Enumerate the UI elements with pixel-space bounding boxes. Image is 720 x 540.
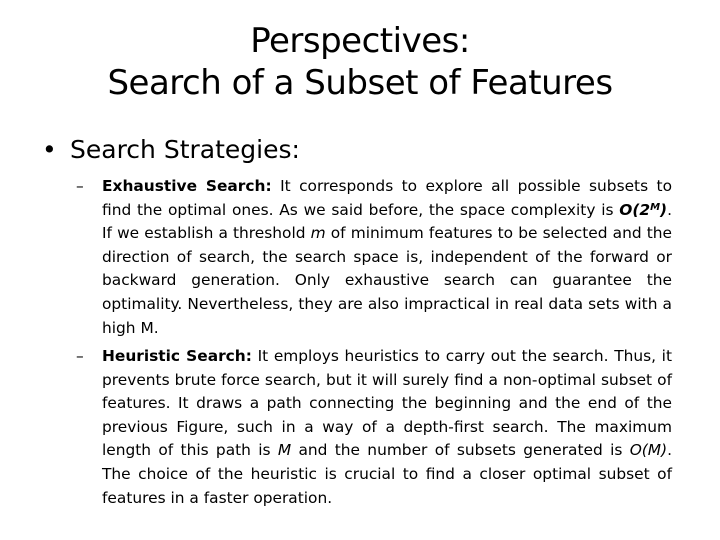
item-text: . The choice of the heuristic is crucial to find a closer optimal subset of features in a faster operation. [102,441,672,507]
title-line-1: Perspectives: [250,21,470,61]
item-text: It corresponds to explore all possible subsets to find the optimal ones. As we said before, the space complexity is [102,177,672,219]
item-text: . If we establish a threshold [102,200,672,243]
bullet-icon: • [42,135,57,164]
complexity-formula: $O(2^M)$ [619,200,668,219]
item-text: of minimum features to be selected and the direction of search, the search space is, independent of the forward or backward generation. Only exhaustive search can guarantee the optimality. Nevertheless, they are also impractical in real data sets with a high M. [102,224,673,337]
item-text: and the number of subsets generated is [291,441,630,460]
dash-icon: – [76,177,84,195]
sub-item-exhaustive-search [76,175,673,340]
dash-icon: – [76,347,84,365]
title-line-2: Search of a Subset of Features [107,63,613,103]
complexity-formula: O(M) [629,441,668,460]
variable-M: M [277,441,292,460]
item-text: It employs heuristics to carry out the search. Thus, it prevents brute force search, but it will surely find a non-optimal subset of features. It draws a path connecting the beginning and the end of the previous Figure, such in a way of a depth-first search. The maximum length of this path is [102,347,672,460]
slide-title [0,20,720,104]
item-label: Heuristic Search: [102,347,252,365]
sub-item-heuristic-search [76,345,672,510]
variable-m: m [310,224,326,243]
item-label: Exhaustive Search: [102,177,272,195]
main-bullet [42,134,300,166]
main-bullet-text: Search Strategies: [70,135,300,164]
